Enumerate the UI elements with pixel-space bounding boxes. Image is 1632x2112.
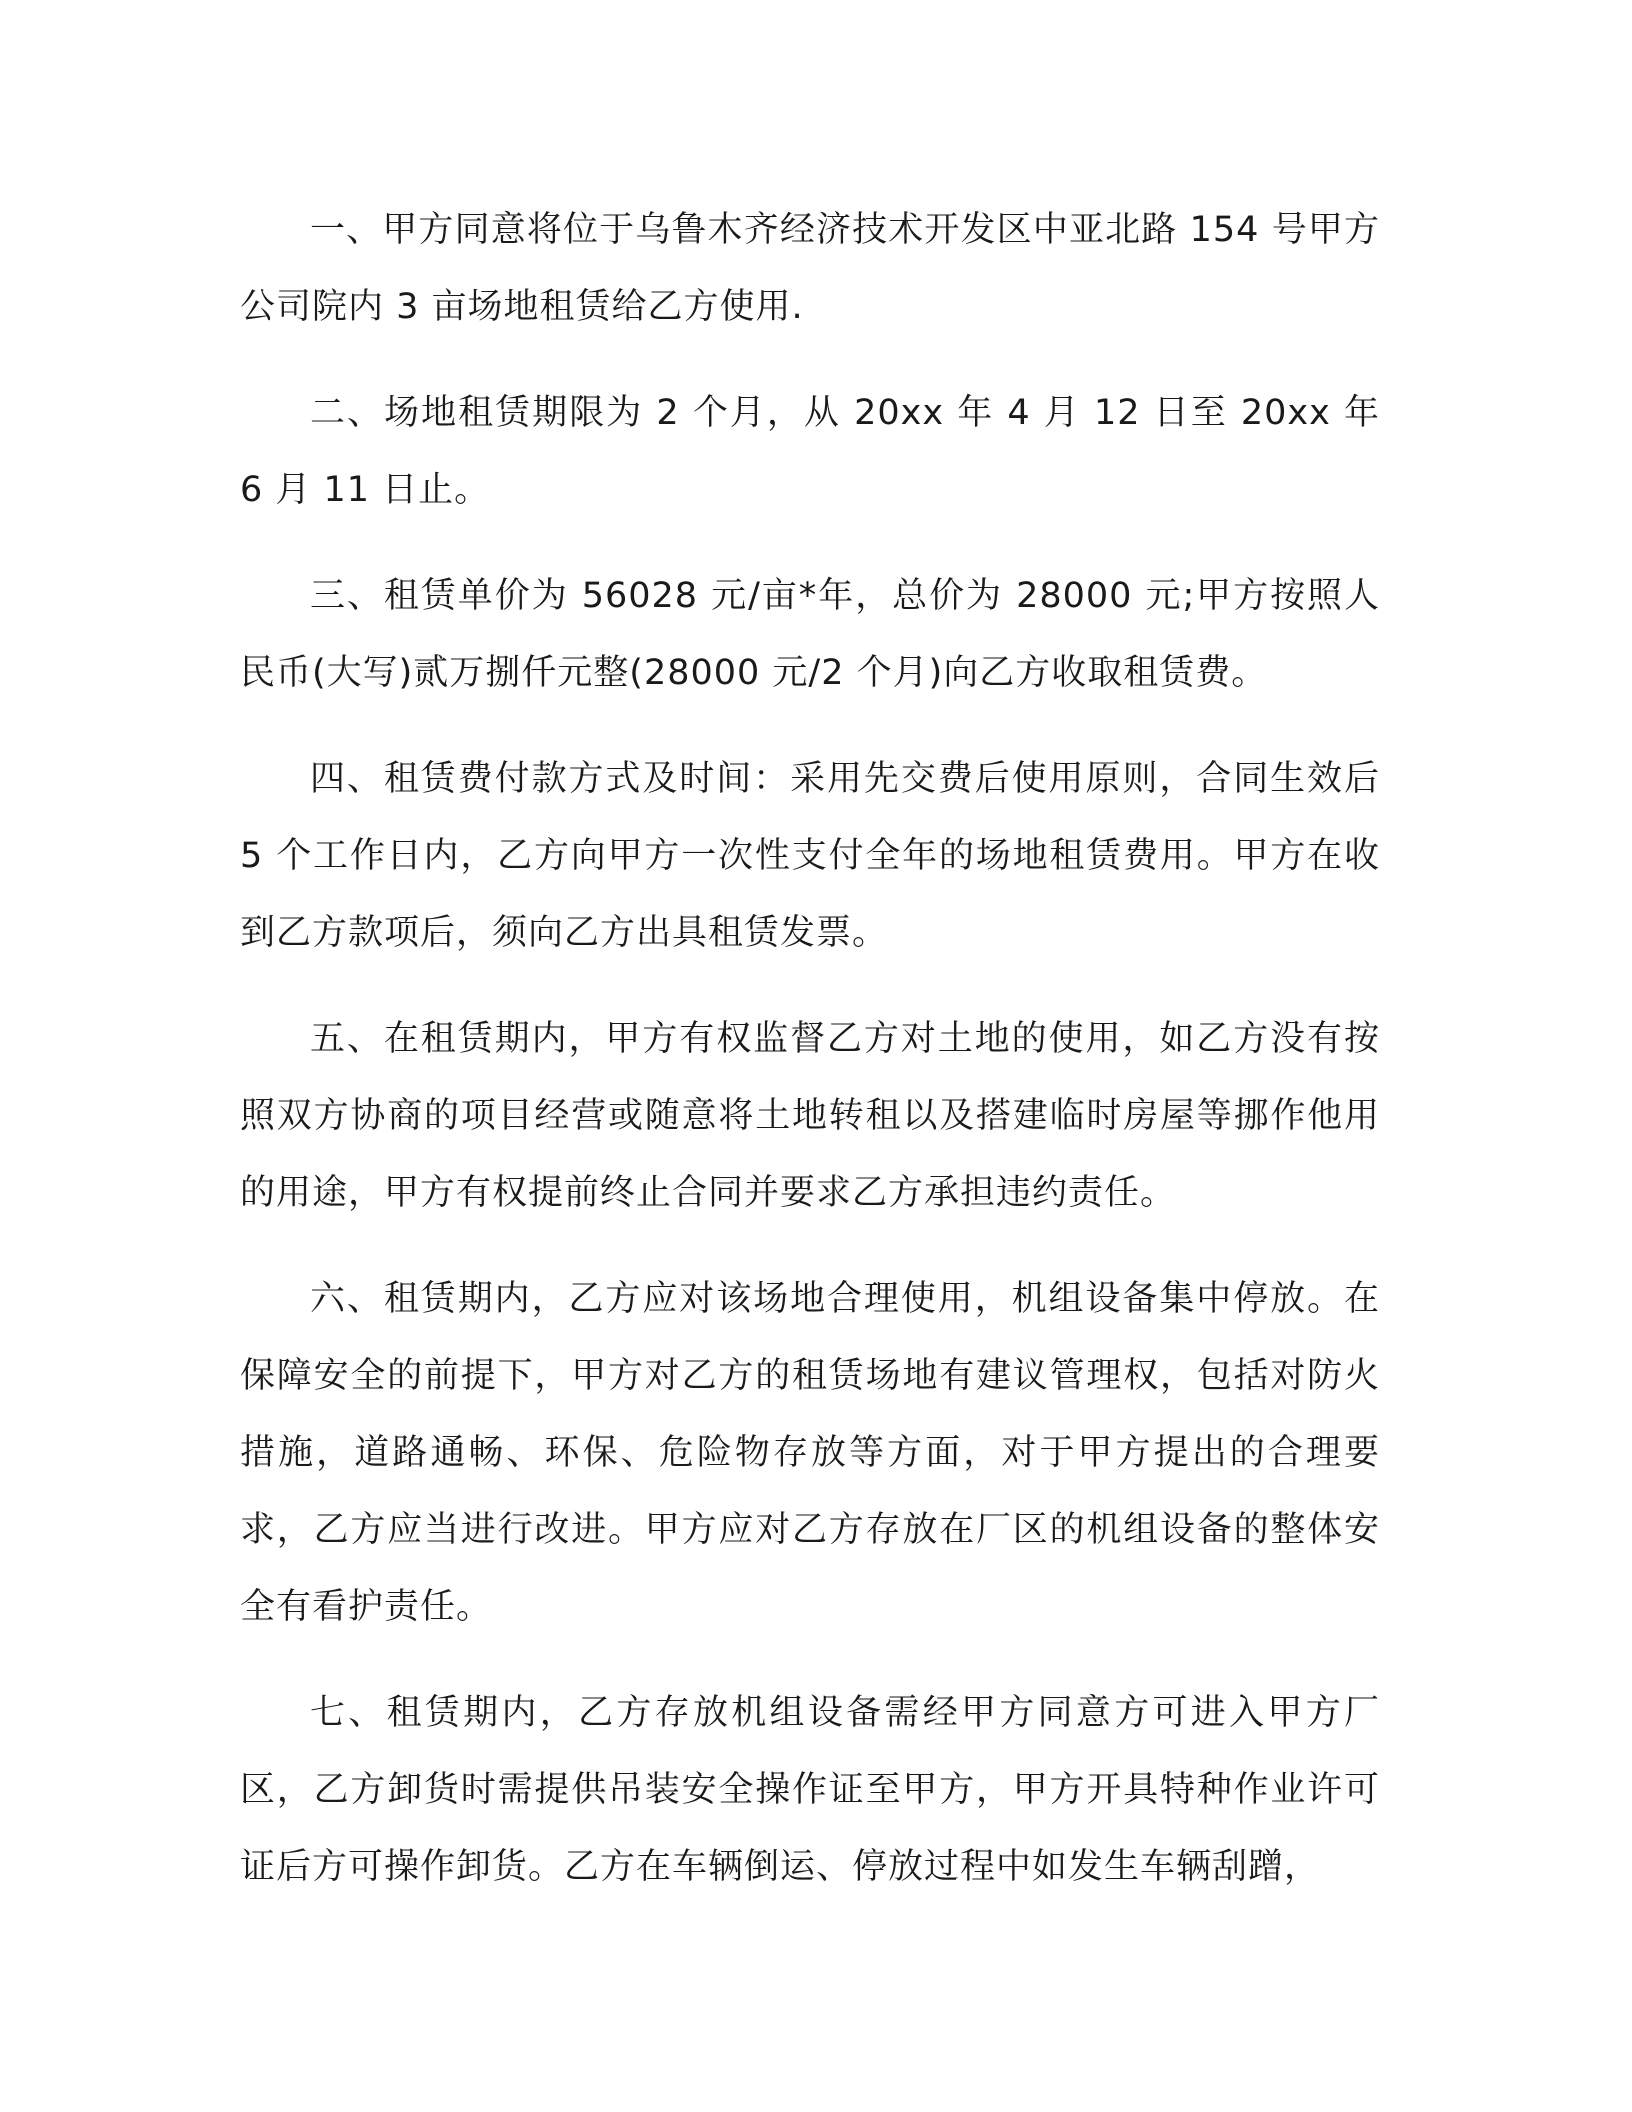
clause-1-paragraph: 一、甲方同意将位于乌鲁木齐经济技术开发区中亚北路 154 号甲方公司院内 3 亩场地租赁给乙方使用.: [240, 210, 1380, 327]
document-page: [240, 192, 1380, 1935]
clause-5-paragraph: 五、在租赁期内，甲方有权监督乙方对土地的使用，如乙方没有按照双方协商的项目经营或随意将土地转租以及搭建临时房屋等挪作他用的用途，甲方有权提前终止合同并要求乙方承担违约责任。: [240, 1019, 1380, 1213]
clause-3-paragraph: 三、租赁单价为 56028 元/亩*年，总价为 28000 元;甲方按照人民币(大写)贰万捌仟元整(28000 元/2 个月)向乙方收取租赁费。: [240, 576, 1380, 693]
clause-2-paragraph: 二、场地租赁期限为 2 个月，从 20xx 年 4 月 12 日至 20xx 年 6 月 11 日止。: [240, 393, 1380, 510]
clause-6-paragraph: 六、租赁期内，乙方应对该场地合理使用，机组设备集中停放。在保障安全的前提下，甲方对乙方的租赁场地有建议管理权，包括对防火措施，道路通畅、环保、危险物存放等方面，对于甲方提出的合理要求，乙方应当进行改进。甲方应对乙方存放在厂区的机组设备的整体安全有看护责任。: [240, 1279, 1380, 1627]
clause-4-paragraph: 四、租赁费付款方式及时间：采用先交费后使用原则，合同生效后 5 个工作日内，乙方向甲方一次性支付全年的场地租赁费用。甲方在收到乙方款项后，须向乙方出具租赁发票。: [240, 759, 1380, 953]
clause-7-paragraph: 七、租赁期内，乙方存放机组设备需经甲方同意方可进入甲方厂区，乙方卸货时需提供吊装安全操作证至甲方，甲方开具特种作业许可证后方可操作卸货。乙方在车辆倒运、停放过程中如发生车辆刮蹭，: [240, 1693, 1380, 1887]
